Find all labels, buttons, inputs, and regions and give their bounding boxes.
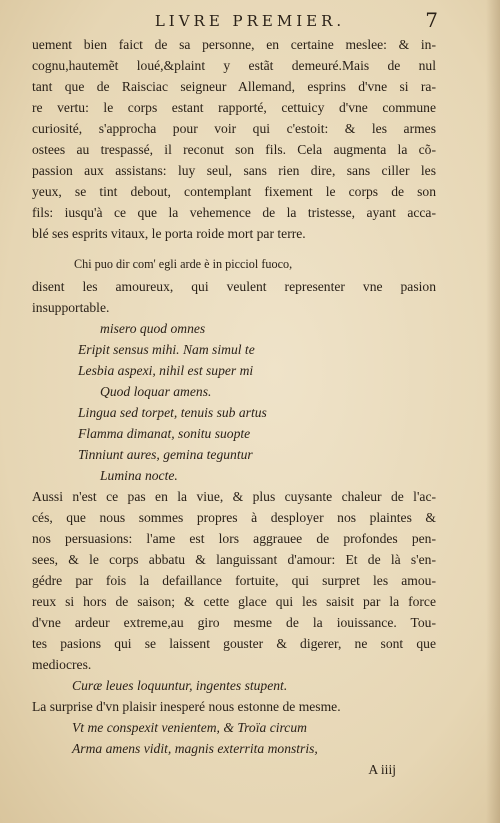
text-line: blé ses esprits vitaux, le porta roide mort par terre.	[32, 226, 306, 241]
verse-line: misero quod omnes	[100, 321, 206, 336]
verse-line: Tinniunt aures, gemina teguntur	[78, 447, 253, 462]
running-head: LIVRE PREMIER.	[154, 12, 346, 30]
text-line: yeux, se tint debout, contemplant fixement le corps de son	[32, 184, 436, 199]
text-line: d'vne ardeur extreme,au giro mesme de la iouissance. Tou-	[32, 615, 436, 630]
text-line: uement bien faict de sa personne, en certaine meslee: & in-	[32, 37, 436, 52]
verse-line: Lumina nocte.	[100, 468, 178, 483]
text-line: curiosité, s'approcha pour voir qui c'estoit: & les armes	[32, 121, 436, 136]
text-line: re vertu: le corps estant rapporté, cettuicy d'vne commune	[32, 100, 436, 115]
verse-line: Flamma dimanat, sonitu suopte	[78, 426, 251, 441]
text-line: Aussi n'est ce pas en la viue, & plus cuysante chaleur de l'ac-	[32, 489, 436, 504]
text-line: La surprise d'vn plaisir inesperé nous estonne de mesme.	[32, 699, 341, 714]
text-line: tant que de Raisciac seigneur Allemand, esprins d'vne si ra-	[32, 79, 436, 94]
text-line: cognu,hautemẽt loué,&plaint y estãt demeuré.Mais de nul	[32, 58, 436, 73]
text-block	[32, 34, 436, 780]
page-number: 7	[425, 8, 438, 32]
verse-line: Vt me conspexit venientem, & Troïa circum	[72, 720, 307, 735]
text-line: disent les amoureux, qui veulent representer vne pasion	[32, 279, 436, 294]
page-edge-shadow	[486, 0, 500, 823]
verse-line: Eripit sensus mihi. Nam simul te	[78, 342, 255, 357]
text-line: insupportable.	[32, 300, 110, 315]
verse-line: Quod loquar amens.	[100, 384, 212, 399]
text-line: sees, & le corps abbatu & languissant d'amour: Et de là s'en-	[32, 552, 436, 567]
signature-mark: A iiij	[368, 762, 396, 777]
page-header	[0, 8, 500, 34]
text-line: mediocres.	[32, 657, 92, 672]
verse-line: Lesbia aspexi, nihil est super mi	[78, 363, 254, 378]
text-line: ostees au trespassé, il reconut son fils. Cela augmenta la cõ-	[32, 142, 436, 157]
text-line: reux si hors de saison; & cette glace qui les saisit par la force	[32, 594, 436, 609]
verse-line: Lingua sed torpet, tenuis sub artus	[78, 405, 267, 420]
text-line: tes pasions qui se laissent gouster & digerer, ne sont que	[32, 636, 436, 651]
verse-line: Arma amens vidit, magnis exterrita monstris,	[72, 741, 318, 756]
spacer	[32, 244, 436, 252]
italian-quote: Chi puo dir com' egli arde è in picciol fuoco,	[74, 257, 293, 271]
text-line: nos persuasions: l'ame est lors aggrauee de profondes pen-	[32, 531, 436, 546]
text-line: gédre par fois la defaillance fortuite, qui surpret les amou-	[32, 573, 436, 588]
verse-line: Curæ leues loquuntur, ingentes stupent.	[72, 678, 288, 693]
text-line: passion aux assistans: luy seul, sans rien dire, sans ciller les	[32, 163, 436, 178]
text-line: cés, que nous sommes propres à desployer nos plaintes &	[32, 510, 436, 525]
text-line: fils: iusqu'à ce que la vehemence de la tristesse, ayant acca-	[32, 205, 436, 220]
